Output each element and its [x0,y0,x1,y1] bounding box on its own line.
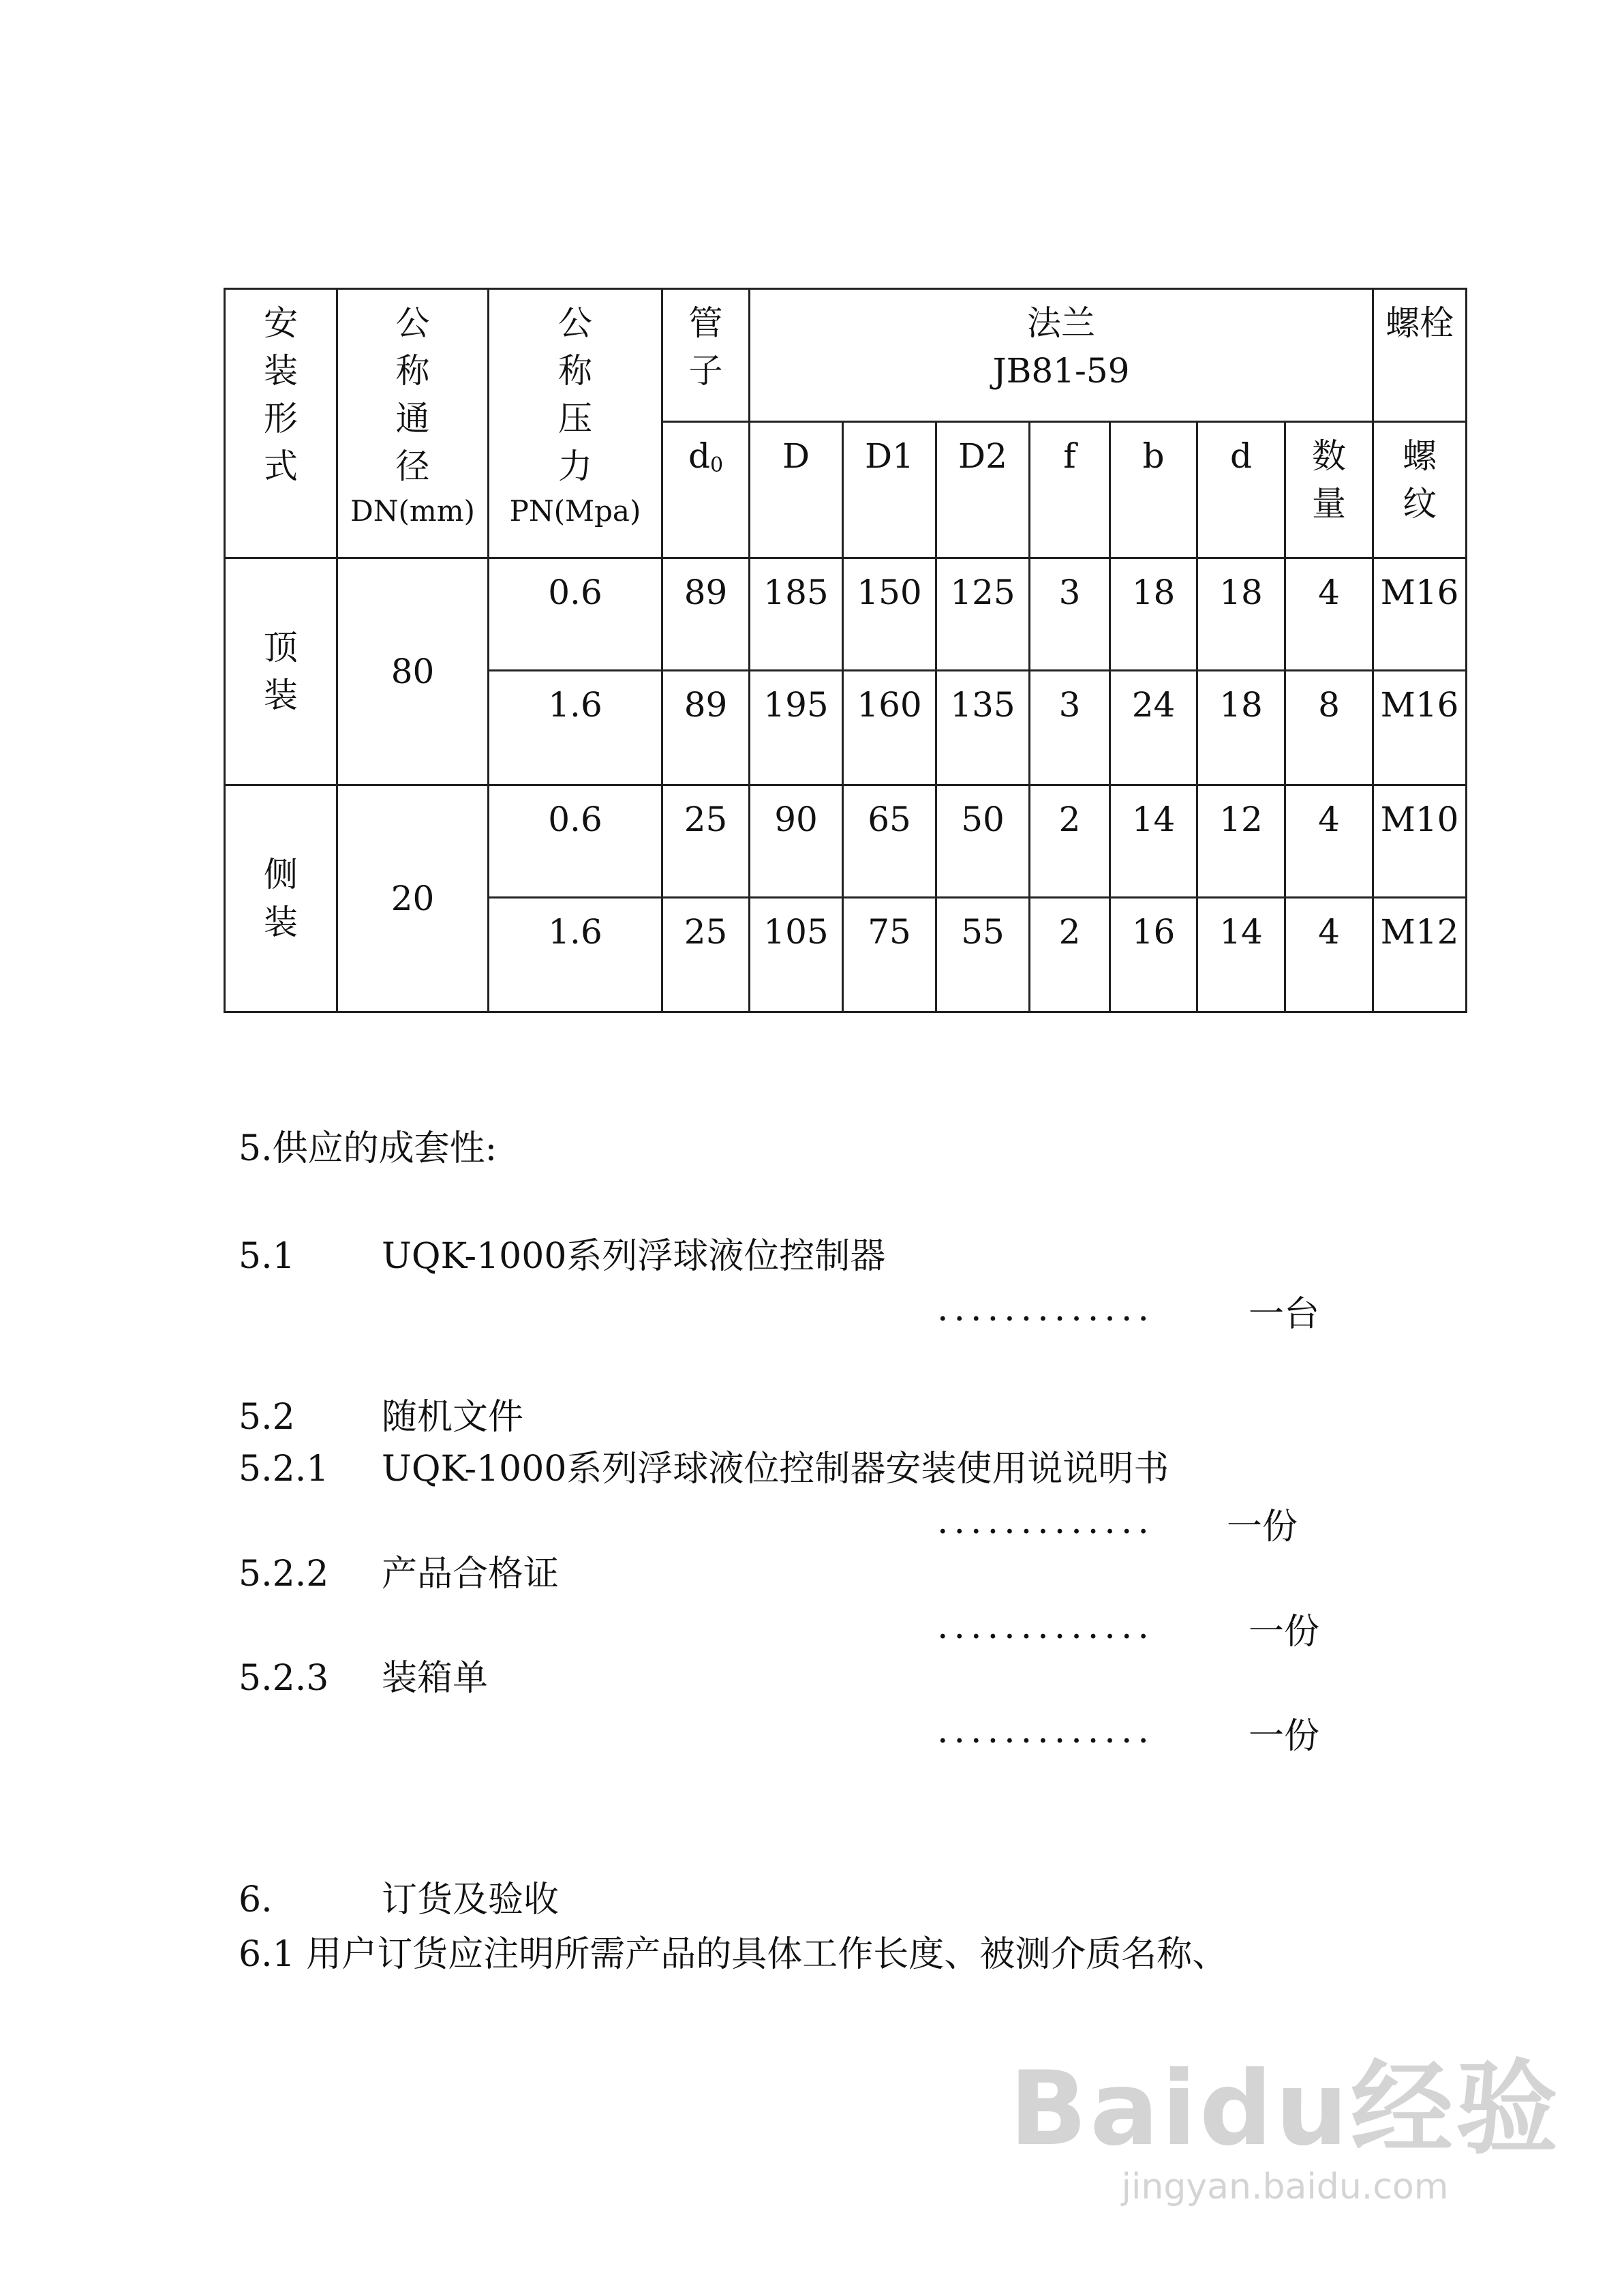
d-value: 12 [1197,785,1285,898]
thread-value: M10 [1373,785,1467,898]
leader-dots: ............. [937,1710,1154,1751]
item-text: UQK-1000系列浮球液位控制器 [382,1236,886,1277]
pn-value: 0.6 [489,785,662,898]
baidu-logo: Baidu经验 [1009,2050,1561,2169]
pn-value: 1.6 [489,671,662,785]
d-value: 14 [1197,898,1285,1012]
D1-value: 75 [843,898,936,1012]
section-number: 6. [239,1879,273,1920]
item-number: 5.2 [239,1397,295,1438]
D-value: 185 [750,558,843,671]
section-heading: 订货及验收 [382,1879,560,1920]
f-value: 3 [1030,671,1110,785]
leader-dots: ............. [937,1288,1154,1329]
header-flange: 法兰 JB81-59 [750,289,1373,422]
D-value: 195 [750,671,843,785]
section6-paragraph: 6.1 用户订货应注明所需产品的具体工作长度、被测介质名称、 [239,1934,1228,1975]
b-value: 18 [1110,558,1197,671]
header-D1: D1 [843,422,936,558]
qty-value: 4 [1285,558,1373,671]
section5-title: 5.供应的成套性: [239,1128,498,1169]
table-row [225,785,1467,898]
pn-value: 1.6 [489,898,662,1012]
d-value: 18 [1197,558,1285,671]
d0-value: 89 [662,671,750,785]
qty-value: 8 [1285,671,1373,785]
d0-value: 89 [662,558,750,671]
item-text: 随机文件 [382,1397,524,1438]
install-top: 顶 装 [225,558,337,785]
header-d: d [1197,422,1285,558]
header-nominal-pressure: 公 称 压 力 PN(Mpa) [489,289,662,558]
b-value: 24 [1110,671,1197,785]
item-text: 产品合格证 [382,1554,560,1595]
header-bolt-thread: 螺 纹 [1373,422,1467,558]
install-side: 侧 装 [225,785,337,1012]
D2-value: 135 [936,671,1030,785]
item-text: 装箱单 [382,1658,489,1699]
header-D: D [750,422,843,558]
D-value: 105 [750,898,843,1012]
item-quantity: 一份 [1249,1716,1320,1757]
header-bolt-qty: 数 量 [1285,422,1373,558]
header-pipe: 管 子 [662,289,750,422]
header-nominal-diameter: 公 称 通 径 DN(mm) [337,289,489,558]
pn-value: 0.6 [489,558,662,671]
header-b: b [1110,422,1197,558]
header-bolt: 螺栓 [1373,289,1467,422]
item-5-2-1 [239,1445,1169,1493]
header-install-type: 安 装 形 式 [225,289,337,558]
dn-value: 20 [337,785,489,1012]
leader-dots: ............. [937,1501,1154,1542]
D2-value: 125 [936,558,1030,671]
D2-value: 50 [936,785,1030,898]
thread-value: M16 [1373,558,1467,671]
item-quantity: 一份 [1249,1612,1320,1652]
section6-title [239,1876,559,1924]
D2-value: 55 [936,898,1030,1012]
watermark-url: jingyan.baidu.com [1121,2166,1449,2207]
header-D2: D2 [936,422,1030,558]
dn-value: 80 [337,558,489,785]
f-value: 2 [1030,898,1110,1012]
header-d0: $d_0$ [662,422,750,558]
d0-value: 25 [662,785,750,898]
d-value: 18 [1197,671,1285,785]
item-5-1 [239,1233,885,1280]
baidu-watermark [1009,2026,1561,2207]
qty-value: 4 [1285,898,1373,1012]
D1-value: 160 [843,671,936,785]
item-number: 5.2.1 [239,1449,329,1490]
b-value: 16 [1110,898,1197,1012]
f-value: 3 [1030,558,1110,671]
D1-value: 150 [843,558,936,671]
leader-dots: ............. [937,1606,1154,1647]
item-5-2-2 [239,1550,559,1598]
D1-value: 65 [843,785,936,898]
f-value: 2 [1030,785,1110,898]
D-value: 90 [750,785,843,898]
item-number: 5.2.2 [239,1554,329,1595]
b-value: 14 [1110,785,1197,898]
d0-value: 25 [662,898,750,1012]
flange-spec-table [224,288,1467,1013]
header-f: f [1030,422,1110,558]
item-5-2 [239,1393,523,1441]
item-number: 5.2.3 [239,1658,329,1699]
thread-value: M16 [1373,671,1467,785]
item-5-2-3 [239,1655,488,1702]
thread-value: M12 [1373,898,1467,1012]
item-number: 5.1 [239,1236,295,1277]
item-quantity: 一份 [1227,1507,1298,1547]
item-text: UQK-1000系列浮球液位控制器安装使用说说明书 [382,1449,1169,1490]
qty-value: 4 [1285,785,1373,898]
item-quantity: 一台 [1249,1294,1320,1335]
table-row [225,558,1467,671]
